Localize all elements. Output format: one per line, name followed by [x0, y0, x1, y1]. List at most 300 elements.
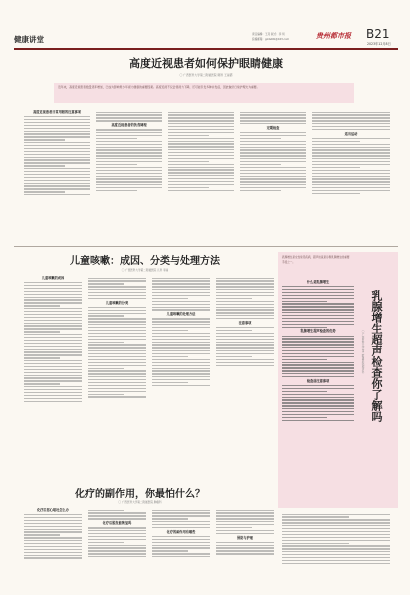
text-line [96, 187, 162, 188]
text-line [282, 306, 354, 307]
text-line [282, 548, 390, 549]
text-line [96, 152, 162, 153]
article2-title: 儿童咳嗽：成因、分类与处理方法 [70, 256, 220, 267]
text-line [282, 370, 354, 371]
text-line [24, 148, 90, 149]
article3-subhead-3: 检查前注意事项 [306, 378, 330, 383]
text-line [168, 178, 234, 179]
text-line [88, 330, 146, 331]
text-line [240, 117, 306, 118]
text-line [282, 405, 354, 406]
text-line [312, 155, 390, 156]
text-line [152, 376, 210, 377]
text-line [216, 533, 274, 534]
text-line [216, 330, 252, 331]
text-line [152, 365, 210, 366]
text-line [152, 373, 210, 374]
text-line [152, 515, 210, 516]
text-line [24, 366, 82, 367]
text-line [152, 298, 188, 299]
text-line [24, 285, 82, 286]
article4-subhead-4: 预防与护理 [237, 535, 253, 540]
article1-subhead-1: 高度近视患者日常用眼的注意事项 [33, 110, 81, 114]
text-line [24, 363, 82, 364]
text-line [24, 340, 82, 341]
text-line [240, 164, 281, 165]
text-line [96, 149, 162, 150]
text-line [88, 550, 146, 551]
text-line [24, 122, 90, 123]
text-line [168, 152, 234, 153]
text-line [240, 149, 306, 150]
text-line [240, 144, 306, 145]
text-line [152, 368, 210, 369]
text-line [24, 354, 82, 355]
text-line [282, 353, 354, 354]
text-line [96, 176, 162, 177]
text-line [88, 318, 146, 319]
text-line [282, 344, 354, 345]
text-line [24, 543, 82, 544]
text-line [152, 385, 210, 386]
text-line [168, 132, 234, 133]
text-line [24, 523, 82, 524]
text-line [216, 359, 274, 360]
article3-subhead-2: 乳腺增生超声检查的优势 [300, 329, 336, 334]
text-line [282, 528, 390, 529]
text-line [88, 376, 146, 377]
text-line [240, 184, 306, 185]
text-line [96, 132, 162, 133]
text-line [216, 512, 274, 513]
text-line [88, 536, 146, 537]
text-line [88, 315, 124, 316]
text-line [152, 356, 188, 357]
text-line [24, 299, 82, 300]
text-line [216, 553, 274, 554]
text-line [152, 553, 210, 554]
text-line [216, 318, 274, 319]
text-line [88, 324, 146, 325]
text-line [88, 283, 124, 284]
text-line [312, 167, 360, 168]
text-line [24, 337, 82, 338]
text-line [24, 380, 82, 381]
text-line [168, 120, 234, 121]
article2-subhead-2: 儿童咳嗽的分类 [105, 300, 129, 305]
text-line [24, 349, 82, 350]
text-line [312, 193, 360, 194]
text-line [312, 170, 390, 171]
text-line [88, 298, 146, 299]
text-line [282, 385, 354, 386]
text-line [240, 155, 306, 156]
text-line [24, 546, 82, 547]
text-line [240, 114, 306, 115]
text-line [24, 177, 90, 178]
text-line [216, 518, 274, 519]
text-line [282, 309, 354, 310]
text-line [216, 336, 274, 337]
text-line [24, 323, 82, 324]
text-line [282, 537, 390, 538]
text-line [282, 356, 354, 357]
text-line [24, 401, 82, 402]
article1-col1 [24, 110, 90, 242]
text-line [24, 343, 82, 344]
article2-col2 [88, 276, 146, 478]
text-line [282, 397, 354, 398]
text-line [282, 359, 327, 360]
text-line [216, 301, 274, 302]
article2-col4 [216, 276, 274, 478]
text-line [152, 512, 210, 513]
text-line [24, 174, 90, 175]
text-line [168, 187, 209, 188]
text-line [216, 342, 274, 343]
article4-col5 [282, 512, 390, 588]
article4-subhead-2: 化疗后脱发能恢复吗 [102, 521, 132, 526]
text-line [282, 525, 390, 526]
text-line [312, 190, 390, 191]
text-line [88, 286, 146, 287]
text-line [282, 394, 354, 395]
text-line [282, 543, 349, 544]
text-line [88, 547, 146, 548]
text-line [216, 315, 274, 316]
text-line [24, 325, 82, 326]
text-line [216, 309, 274, 310]
text-line [96, 112, 162, 113]
text-line [24, 377, 82, 378]
text-line [88, 388, 146, 389]
article3-byline: 〇 广西医科大学第二附属医院 超声科 [361, 330, 364, 374]
text-line [152, 547, 210, 548]
text-line [24, 557, 82, 558]
text-line [216, 312, 274, 313]
text-line [312, 176, 390, 177]
text-line [96, 120, 162, 121]
text-line [24, 159, 90, 160]
text-line [152, 301, 210, 302]
text-line [88, 373, 146, 374]
text-line [168, 149, 234, 150]
article1-byline: 〇 广西医科大学第二附属医院 眼科 王丽霞 [179, 73, 233, 77]
article3-subhead-1: 什么是乳腺增生 [306, 280, 330, 284]
text-line [216, 521, 274, 522]
text-line [88, 379, 146, 380]
text-line [152, 333, 210, 334]
article4-subhead-3: 化疗的副作用有哪些 [166, 529, 196, 534]
text-line [216, 280, 274, 281]
article4-col3 [152, 508, 210, 588]
text-line [96, 164, 137, 165]
text-line [312, 144, 390, 145]
text-line [24, 302, 82, 303]
text-line [282, 563, 390, 564]
text-line [216, 347, 274, 348]
text-line [312, 147, 390, 148]
text-line [24, 185, 90, 186]
text-line [96, 190, 137, 191]
text-line [24, 168, 90, 169]
text-line [240, 190, 281, 191]
section-label: 健康讲堂 [14, 35, 44, 44]
text-line [24, 194, 90, 195]
text-line [88, 533, 146, 534]
text-line [88, 370, 146, 371]
text-line [24, 119, 90, 120]
text-line [152, 344, 210, 345]
article3-title: 乳腺增生超声检查你了解吗 [370, 290, 383, 422]
text-line [216, 550, 274, 551]
text-line [168, 155, 234, 156]
text-line [216, 547, 274, 548]
text-line [282, 391, 327, 392]
text-line [88, 359, 146, 360]
article1-lead-box [54, 83, 354, 103]
text-line [88, 365, 146, 366]
text-line [88, 327, 146, 328]
text-line [168, 175, 234, 176]
text-line [24, 514, 82, 515]
text-line [168, 135, 209, 136]
article2-byline: 〇 广西医科大学第二附属医院 儿科 李丽 [121, 269, 169, 272]
text-line [216, 362, 274, 363]
text-line [88, 362, 146, 363]
text-line [282, 388, 354, 389]
text-line [88, 545, 146, 546]
text-line [24, 297, 82, 298]
text-line [152, 295, 210, 296]
text-line [96, 170, 162, 171]
text-line [24, 165, 65, 166]
text-line [24, 395, 82, 396]
text-line [88, 368, 124, 369]
text-line [24, 125, 90, 126]
text-line [24, 180, 90, 181]
text-line [216, 510, 274, 511]
text-line [240, 176, 306, 177]
text-line [282, 341, 354, 342]
text-line [24, 183, 90, 184]
text-line [312, 123, 390, 124]
text-line [88, 313, 146, 314]
text-line [24, 305, 60, 306]
text-line [96, 158, 162, 159]
text-line [152, 524, 210, 525]
article3-intro: 乳腺增生是女性常见疾病，超声检查是诊断乳腺增生的重要手段之一。 [282, 256, 350, 264]
text-line [96, 144, 162, 145]
text-line [312, 129, 390, 130]
text-line [88, 510, 124, 511]
text-line [312, 181, 390, 182]
text-line [282, 338, 354, 339]
text-line [216, 530, 274, 531]
text-line [168, 138, 234, 139]
text-line [96, 178, 162, 179]
text-line [216, 307, 274, 308]
text-line [216, 524, 274, 525]
text-line [152, 292, 210, 293]
text-line [240, 187, 306, 188]
text-line [24, 328, 82, 329]
text-line [168, 126, 234, 127]
text-line [216, 350, 274, 351]
header-rule [14, 48, 398, 50]
text-line [152, 289, 210, 290]
text-line [282, 289, 354, 290]
text-line [24, 386, 82, 387]
text-line [24, 311, 82, 312]
text-line [24, 372, 82, 373]
text-line [216, 515, 274, 516]
text-line [282, 336, 354, 337]
text-line [96, 184, 162, 185]
text-line [24, 154, 90, 155]
text-line [282, 545, 390, 546]
text-line [240, 178, 306, 179]
text-line [24, 398, 82, 399]
text-line [282, 534, 390, 535]
article4-col1 [24, 508, 82, 588]
text-line [168, 123, 234, 124]
text-line [24, 171, 90, 172]
text-line [24, 517, 82, 518]
text-line [24, 314, 82, 315]
text-line [312, 149, 390, 150]
text-line [168, 146, 234, 147]
text-line [24, 334, 82, 335]
text-line [282, 417, 327, 418]
text-line [24, 145, 90, 146]
text-line [88, 344, 146, 345]
text-line [88, 553, 146, 554]
text-line [282, 414, 354, 415]
text-line [282, 557, 390, 558]
text-line [216, 295, 274, 296]
text-line [24, 151, 90, 152]
text-line [24, 392, 82, 393]
text-line [152, 327, 210, 328]
text-line [282, 551, 390, 552]
text-line [216, 356, 252, 357]
text-line [152, 556, 210, 557]
text-line [282, 318, 354, 319]
text-line [168, 114, 234, 115]
text-line [88, 356, 146, 357]
text-line [152, 379, 210, 380]
text-line [168, 164, 234, 165]
text-line [240, 123, 306, 124]
text-line [88, 339, 146, 340]
text-line [216, 353, 274, 354]
text-line [24, 294, 82, 295]
text-line [282, 367, 354, 368]
text-line [96, 161, 162, 162]
text-line [168, 167, 234, 168]
text-line [240, 173, 306, 174]
text-line [152, 330, 188, 331]
text-line [88, 539, 146, 540]
text-line [88, 527, 146, 528]
text-line [216, 542, 274, 543]
text-line [88, 530, 146, 531]
text-line [152, 324, 210, 325]
text-line [24, 191, 65, 192]
text-line [282, 540, 390, 541]
text-line [152, 336, 210, 337]
text-line [88, 289, 146, 290]
text-line [24, 520, 82, 521]
text-line [168, 158, 234, 159]
text-line [282, 402, 354, 403]
text-line [96, 141, 162, 142]
text-line [240, 161, 306, 162]
article2-subhead-4: 注意事项 [238, 320, 252, 325]
text-line [312, 120, 390, 121]
text-line [88, 515, 146, 516]
text-line [24, 383, 60, 384]
text-line [168, 181, 234, 182]
text-line [88, 310, 146, 311]
text-line [88, 353, 146, 354]
text-line [240, 135, 306, 136]
editor-line: 责任编辑：王丹 版式：李 珂 [252, 33, 285, 36]
text-line [282, 362, 354, 363]
text-line [88, 321, 146, 322]
text-line [88, 295, 146, 296]
text-line [312, 126, 390, 127]
text-line [88, 542, 124, 543]
text-line [24, 534, 60, 535]
text-line [216, 365, 274, 366]
text-line [24, 188, 90, 189]
text-line [152, 321, 210, 322]
text-line [312, 161, 390, 162]
text-line [282, 522, 390, 523]
text-line [312, 112, 390, 113]
text-line [24, 133, 90, 134]
text-line [88, 278, 146, 279]
text-line [168, 184, 234, 185]
text-line [312, 158, 390, 159]
text-line [282, 364, 354, 365]
text-line [216, 333, 274, 334]
text-line [240, 132, 306, 133]
text-line [24, 540, 82, 541]
text-line [24, 549, 82, 550]
text-line [168, 169, 234, 170]
text-line [152, 550, 188, 551]
text-line [168, 141, 234, 142]
text-line [282, 399, 354, 400]
text-line [24, 351, 82, 352]
text-line [88, 382, 146, 383]
text-line [282, 411, 354, 412]
text-line [216, 283, 274, 284]
text-line [168, 172, 234, 173]
text-line [24, 128, 90, 129]
text-line [312, 164, 390, 165]
article1-subhead-2: 高度近视患者的饮食调理 [111, 123, 147, 128]
text-line [152, 527, 210, 528]
text-line [24, 308, 82, 309]
text-line [24, 282, 82, 283]
text-line [216, 292, 274, 293]
text-line [96, 181, 162, 182]
text-line [24, 136, 90, 137]
